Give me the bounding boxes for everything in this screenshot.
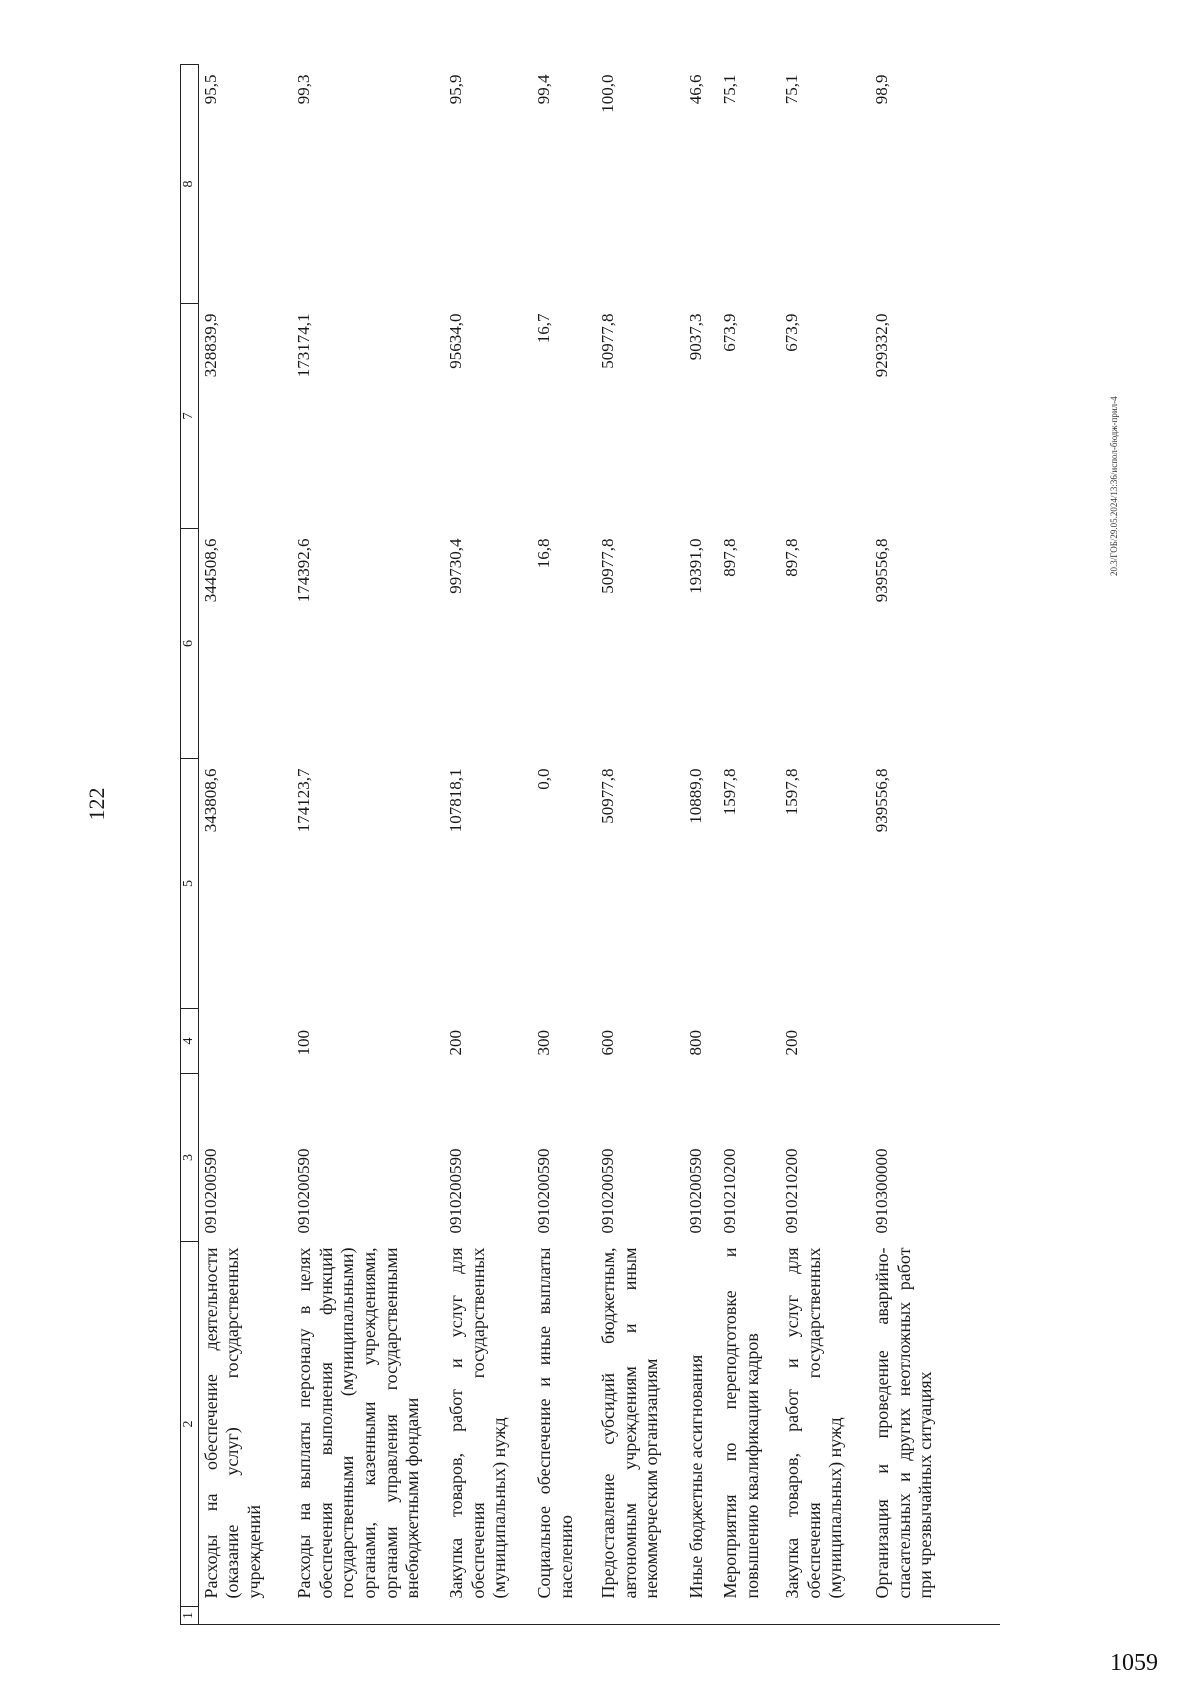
row-value-5: 1597,8 (782, 768, 802, 816)
row-value-5: 10889,0 (686, 768, 706, 824)
row-value-6: 50977,8 (598, 538, 618, 594)
header-cell-7: 7 (181, 304, 199, 529)
header-cell-5: 5 (181, 759, 199, 1009)
footer-code: 20.3/ГОБ/29.05.2024/13:36/испол-бюдж-прил-4 (1109, 396, 1119, 576)
budget-table (180, 64, 1000, 1625)
row-spacer (596, 1607, 684, 1625)
row-value-6: 344508,6 (200, 538, 220, 603)
row-value-7: 9037,3 (686, 313, 706, 361)
row-value-7: 673,9 (782, 313, 802, 352)
row-spacer (870, 1607, 1000, 1625)
row-value-6: 16,8 (534, 538, 554, 569)
row-value-8: 46,6 (686, 74, 706, 105)
row-code: 0910200590 (294, 1148, 314, 1234)
row-expense-type: 300 (534, 1030, 554, 1056)
page-number: 122 (84, 787, 109, 821)
row-value-5: 50977,8 (598, 768, 618, 824)
row-code: 0910210200 (782, 1148, 802, 1234)
row-code: 0910200590 (200, 1148, 220, 1234)
row-code: 0910200590 (534, 1148, 554, 1234)
row-expense-type (198, 1009, 292, 1074)
header-row (181, 65, 199, 1625)
header-cell-6: 6 (181, 529, 199, 759)
row-description: Расходы на обеспечение деятельности (оказание услуг) государственных учреждений (200, 1247, 264, 1599)
row-spacer (292, 1607, 444, 1625)
row-code: 0910300000 (872, 1148, 892, 1234)
table-row (532, 65, 596, 1625)
row-expense-type (870, 1009, 1000, 1074)
row-value-6: 939556,8 (872, 538, 892, 603)
row-description: Расходы на выплаты персоналу в целях обеспечения выполнения функций государственными (муниципальными) органами, казенными учреждениями, органами управления государственными внебюджетными фондами (294, 1247, 423, 1599)
row-spacer (718, 1607, 780, 1625)
row-value-6: 897,8 (782, 538, 802, 577)
row-expense-type: 800 (686, 1030, 706, 1056)
row-code: 0910200590 (598, 1148, 618, 1234)
header-cell-1: 1 (181, 1607, 199, 1625)
row-code: 0910210200 (720, 1148, 740, 1234)
row-value-8: 98,9 (872, 74, 892, 105)
table-row (198, 65, 292, 1625)
header-cell-4: 4 (181, 1009, 199, 1074)
table-row (870, 65, 1000, 1625)
row-value-5: 174123,7 (294, 768, 314, 833)
row-spacer (532, 1607, 596, 1625)
row-value-5: 0,0 (534, 768, 554, 790)
row-code: 0910200590 (686, 1148, 706, 1234)
row-spacer (780, 1607, 870, 1625)
table-row (718, 65, 780, 1625)
row-value-7: 328839,9 (200, 313, 220, 378)
row-spacer (684, 1607, 718, 1625)
row-value-7: 16,7 (534, 313, 554, 344)
row-description: Социальное обеспечение и иные выплаты населению (534, 1247, 576, 1599)
table-row (780, 65, 870, 1625)
row-value-8: 75,1 (720, 74, 740, 105)
header-cell-3: 3 (181, 1074, 199, 1242)
row-spacer (198, 1607, 292, 1625)
row-value-7: 173174,1 (294, 313, 314, 378)
row-value-8: 95,9 (446, 74, 466, 105)
row-value-7: 673,9 (720, 313, 740, 352)
table-row (684, 65, 718, 1625)
table-row (596, 65, 684, 1625)
row-value-8: 99,4 (534, 74, 554, 105)
row-value-6: 19391,0 (686, 538, 706, 594)
row-spacer (444, 1607, 532, 1625)
sheet-number: 1059 (1110, 1650, 1158, 1676)
row-value-8: 100,0 (598, 74, 618, 113)
row-value-6: 99730,4 (446, 538, 466, 594)
row-description: Иные бюджетные ассигнования (686, 1354, 707, 1599)
row-expense-type: 200 (782, 1030, 802, 1056)
row-expense-type: 600 (598, 1030, 618, 1056)
row-code: 0910200590 (446, 1148, 466, 1234)
row-value-6: 174392,6 (294, 538, 314, 603)
row-value-8: 95,5 (200, 74, 220, 105)
row-description: Закупка товаров, работ и услуг для обеспечения государственных (муниципальных) нужд (782, 1247, 846, 1599)
table-row (292, 65, 444, 1625)
row-expense-type: 100 (294, 1030, 314, 1056)
row-value-5: 107818,1 (446, 768, 466, 833)
row-value-5: 1597,8 (720, 768, 740, 816)
row-description: Организация и проведение аварийно-спасательных и других неотложных работ при чрезвычайных ситуациях (872, 1247, 936, 1599)
row-value-5: 343808,6 (200, 768, 220, 833)
row-value-5: 939556,8 (872, 768, 892, 833)
row-expense-type: 200 (446, 1030, 466, 1056)
row-description: Мероприятия по переподготовке и повышению квалификации кадров (720, 1247, 762, 1599)
row-value-7: 95634,0 (446, 313, 466, 369)
header-cell-8: 8 (181, 65, 199, 304)
row-value-6: 897,8 (720, 538, 740, 577)
row-value-7: 50977,8 (598, 313, 618, 369)
row-expense-type (718, 1009, 780, 1074)
row-value-7: 929332,0 (872, 313, 892, 378)
rotated-table-wrapper (180, 65, 1000, 1625)
row-value-8: 99,3 (294, 74, 314, 105)
row-description: Закупка товаров, работ и услуг для обеспечения государственных (муниципальных) нужд (446, 1247, 510, 1599)
row-value-8: 75,1 (782, 74, 802, 105)
row-description: Предоставление субсидий бюджетным, автономным учреждениям и иным некоммерческим организациям (598, 1247, 662, 1599)
header-cell-2: 2 (181, 1242, 199, 1607)
table-row (444, 65, 532, 1625)
